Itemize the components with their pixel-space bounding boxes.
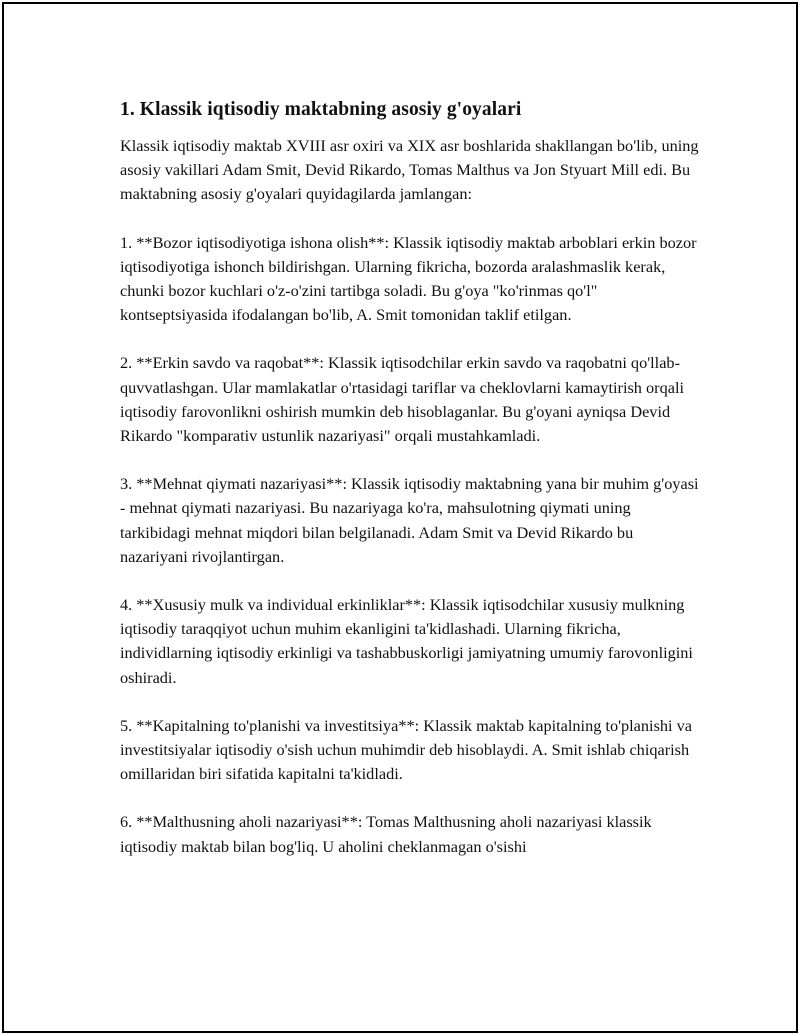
paragraph-private-property: 4. **Xususiy mulk va individual erkinliklar**: Klassik iqtisodchilar xususiy mulkning iqtisodiy taraqqiyot uchun muhim ekanligini ta'kidlashadi. Ularning fikricha, individlarning iqtisodiy erkinligi va tashabbuskorligi jamiyatning umumiy farovonligini oshiradi.: [120, 595, 693, 687]
paragraph-capital-accumulation: 5. **Kapitalning to'planishi va investitsiya**: Klassik maktab kapitalning to'planishi va investitsiyalar iqtisodiy o'sish uchun muhimdir deb hisoblaydi. A. Smit ishlab chiqarish omillaridan biri sifatida kapitalni ta'kidladi.: [120, 715, 693, 784]
paragraph-free-market: 1. **Bozor iqtisodiyotiga ishona olish**: Klassik iqtisodiy maktab arboblari erkin bozor iqtisodiyotiga ishonch bildirishgan. Ularning fikricha, bozorda aralashmaslik kerak, chunki bozor kuchlari o'z-o'zini tartibga soladi. Bu g'oya "ko'rinmas qo'l" kontseptsiyasida ifodalangan bo'lib, A. Smit tomonidan taklif etilgan.: [120, 232, 697, 325]
intro-paragraph: Klassik iqtisodiy maktab XVIII asr oxiri va XIX asr boshlarida shakllangan bo'lib, uning asosiy vakillari Adam Smit, Devid Rikardo, Tomas Malthus va Jon Styuart Mill edi. Bu maktabning asosiy g'oyalari quyidagilarda jamlangan:: [120, 136, 699, 204]
document-content: [120, 96, 700, 883]
section-title: 1. Klassik iqtisodiy maktabning asosiy g'oyalari: [120, 99, 522, 120]
paragraph-malthus-population: 6. **Malthusning aholi nazariyasi**: Tomas Malthusning aholi nazariyasi klassik iqtisodiy maktab bilan bog'liq. U aholini cheklanmagan o'sishi: [120, 812, 652, 856]
paragraph-labor-value: 3. **Mehnat qiymati nazariyasi**: Klassik iqtisodiy maktabning yana bir muhim g'oyasi - mehnat qiymati nazariyasi. Bu nazariyaga ko'ra, mahsulotning qiymati uning tarkibidagi mehnat miqdori bilan belgilanadi. Adam Smit va Devid Rikardo bu nazariyani rivojlantirgan.: [120, 474, 699, 566]
document-page: [2, 2, 798, 1033]
paragraph-free-trade: 2. **Erkin savdo va raqobat**: Klassik iqtisodchilar erkin savdo va raqobatni qo'llab-quvvatlashgan. Ular mamlakatlar o'rtasidagi tariflar va cheklovlarni kamaytirish orqali iqtisodiy farovonlikni oshirish mumkin deb hisoblaganlar. Bu g'oyani ayniqsa Devid Rikardo "komparativ ustunlik nazariyasi" orqali mustahkamladi.: [120, 353, 684, 446]
